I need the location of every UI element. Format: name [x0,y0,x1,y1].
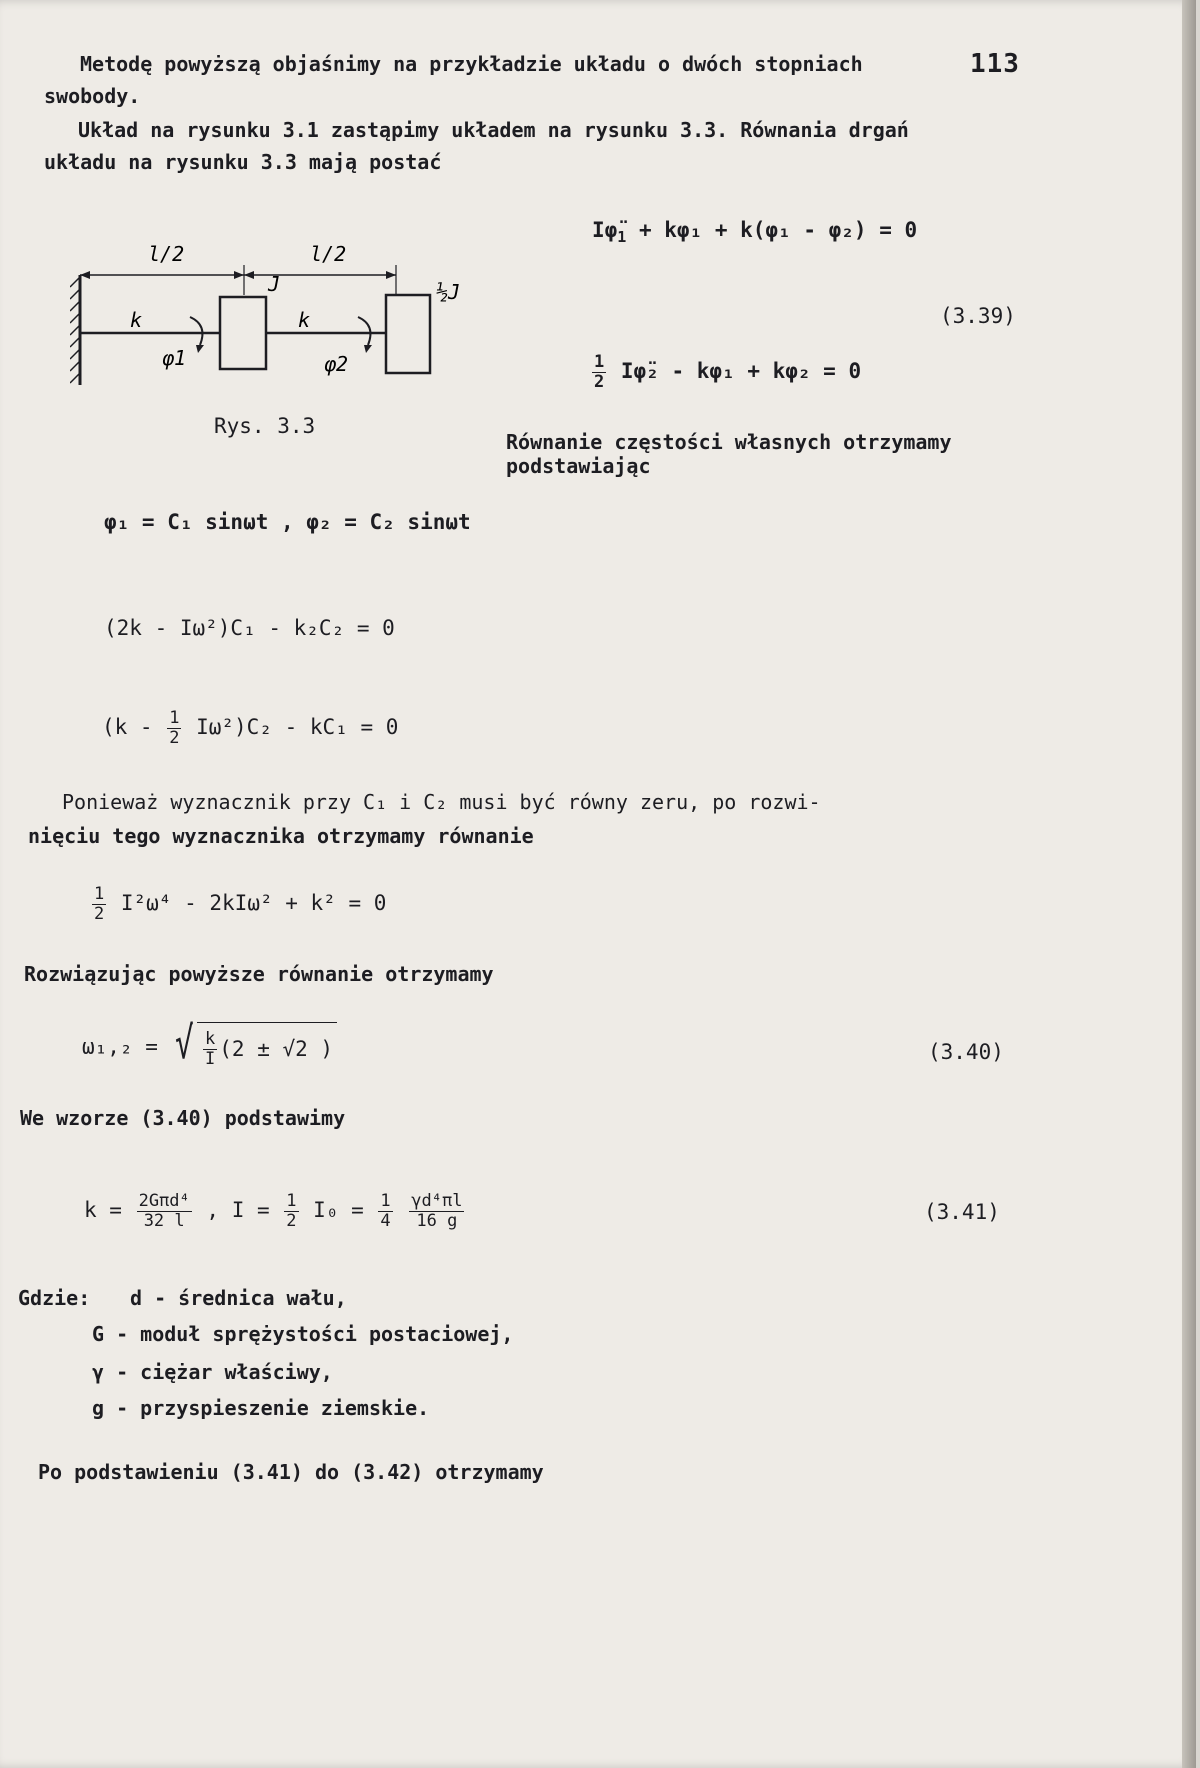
freq-text-line-2: podstawiając [506,454,651,478]
eq-341: k = $\frac{\text{2Gπd⁴}}{32 l}$ , I = $\frac{1}{2}$ I₀ = $\frac{1}{4}$ $\frac{\text{γd⁴πl}}{16 g}$ [84,1190,463,1231]
label-phi2: φ2 [324,352,349,376]
solving-text: Rozwiązując powyższe równanie otrzymamy [24,962,494,986]
intro-line-4: układu na rysunku 3.3 mają postać [44,150,442,174]
eq-system-line-1: (2k - Iω²)C₁ - k₂C₂ = 0 [104,616,395,640]
det-text-line-1: Ponieważ wyznacznik przy C₁ i C₂ musi być równy zeru, po rozwi- [62,790,821,814]
where-item-G: G - moduł sprężystości postaciowej, [92,1322,514,1346]
where-item-g: g - przyspieszenie ziemskie. [92,1396,430,1420]
eq-340: ω₁,₂ = √ $\frac{k}{I}$ (2 ± √2 ) [82,1022,337,1073]
subst-text: We wzorze (3.40) podstawimy [20,1106,346,1130]
sqrt: √ $\frac{k}{I}$ (2 ± √2 ) [171,1022,338,1073]
eq-339-line-1: $I\varphï_1 + k\varphi_1 + k(\varphi_1 - \varphi_2) = 0$ [592,218,918,247]
torsion-arrow-1 [190,317,202,345]
figure-rys-3-3 [70,235,490,395]
where-item-gamma: γ - ciężar właściwy, [92,1360,333,1384]
where-item-d: d - średnica wału, [130,1286,347,1310]
label-phi1: φ1 [162,346,187,370]
disk-J [220,297,266,369]
final-text: Po podstawieniu (3.41) do (3.42) otrzymamy [38,1460,544,1484]
page-edge [1182,0,1196,1768]
disk-half-J [386,295,430,373]
label-J: J [268,272,281,296]
label-l2-right: l/2 [310,242,347,266]
eq-340-number: (3.40) [928,1040,1004,1064]
label-k-right: k [298,308,311,332]
label-l2-left: l/2 [148,242,185,266]
substitution: φ₁ = C₁ sinωt , φ₂ = C₂ sinωt [104,510,471,534]
eq-339-line-2: $\frac{1}{2}$ Iφ̈₂ - kφ₁ + kφ₂ = 0 [594,351,862,392]
eq-341-number: (3.41) [924,1200,1000,1224]
intro-line-2: swobody. [44,84,141,108]
det-text-line-2: nięciu tego wyznacznika otrzymamy równanie [28,824,534,848]
page-number: 113 [970,49,1020,79]
freq-text-line-1: Równanie częstości własnych otrzymamy [506,430,952,454]
eq-system-line-2: (k - $\frac{1}{2}$ Iω²)C₂ - kC₁ = 0 [102,707,399,748]
label-half-J: ½J [436,280,461,304]
figure-caption: Rys. 3.3 [214,414,316,438]
intro-line-3: Układ na rysunku 3.1 zastąpimy układem na rysunku 3.3. Równania drgań [78,118,909,142]
eq-339-number: (3.39) [940,304,1016,328]
torsion-arrow-2 [358,317,370,345]
label-k-left: k [130,308,143,332]
intro-line-1: Metodę powyższą objaśnimy na przykładzie układu o dwóch stopniach [80,52,863,76]
quartic-equation: $\frac{1}{2}$ I²ω⁴ - 2kIω² + k² = 0 [94,883,387,924]
where-label: Gdzie: [18,1286,91,1310]
